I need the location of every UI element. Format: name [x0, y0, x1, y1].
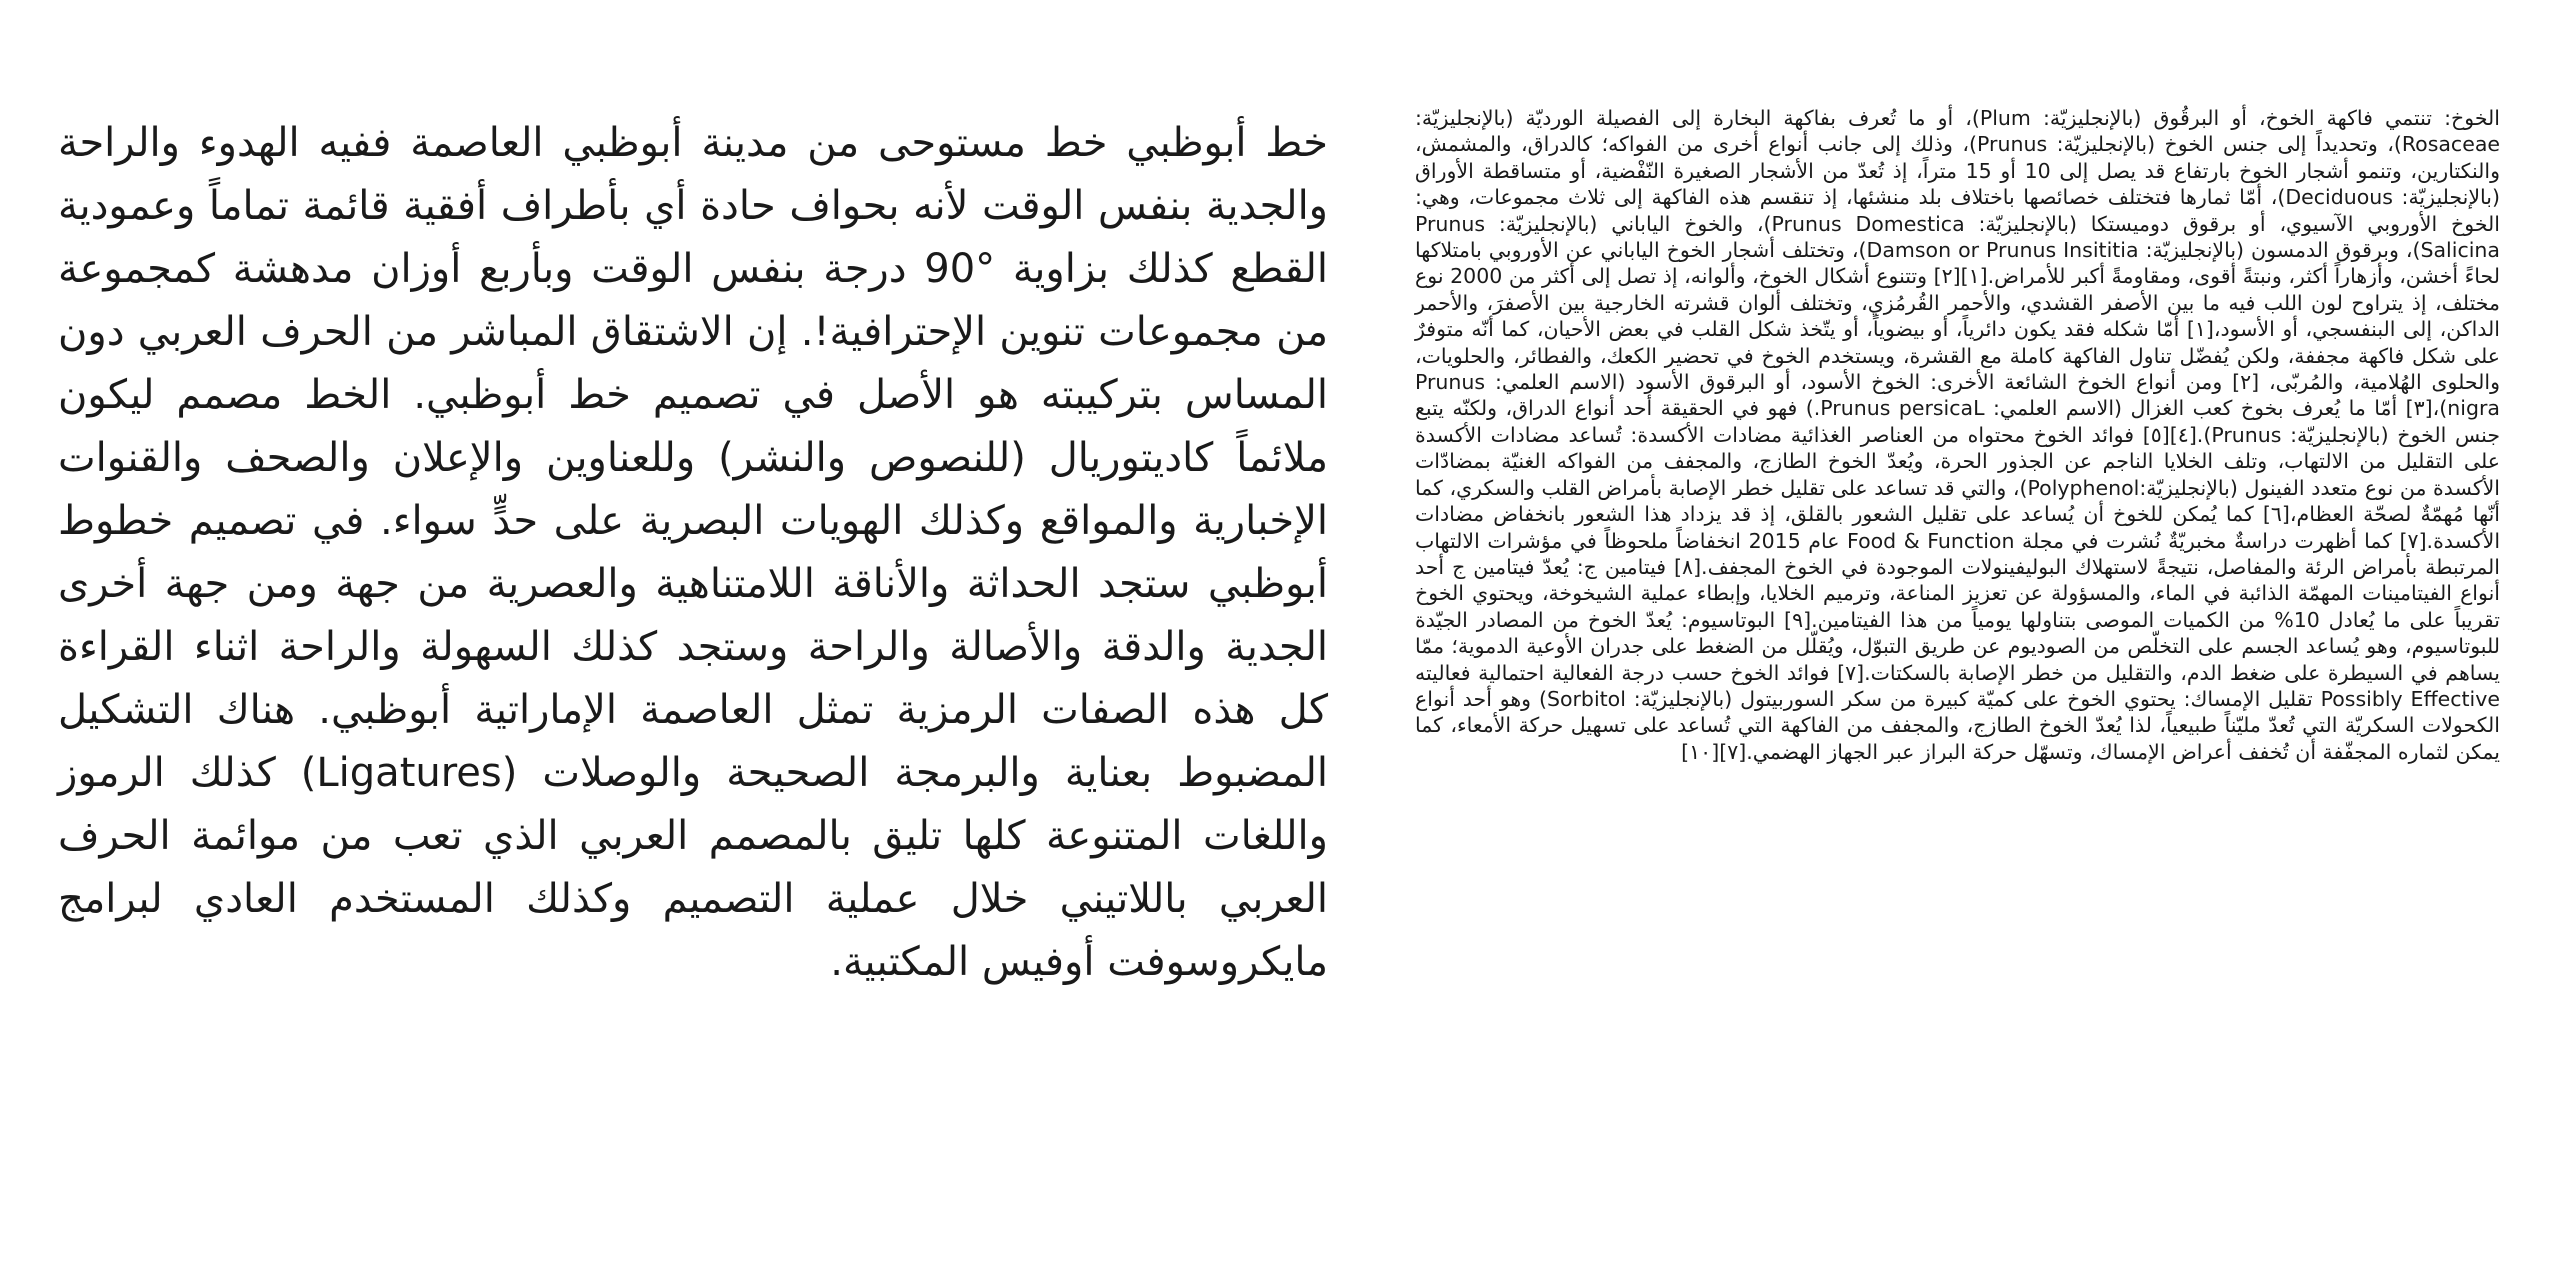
main-paragraph: خط أبوظبي خط مستوحى من مدينة أبوظبي العاصمة ففيه الهدوء والراحة والجدية بنفس الوقت لأنه بحواف حادة أي بأطراف أفقية قائمة تماماً وعمودية القطع كذلك بزاوية °90 درجة بنفس الوقت وبأربع أوزان مدهشة كمجموعة من مجموعات تنوين الإحترافية!. إن الاشتقاق المباشر من الحرف العربي دون المساس بتركيبته هو الأصل في تصميم خط أبوظبي. الخط مصمم ليكون ملائماً كاديتوريال (للنصوص والنشر) وللعناوين والإعلان والصحف والقنوات الإخبارية والمواقع وكذلك الهويات البصرية على حدٍّ سواء. في تصميم خطوط أبوظبي ستجد الحداثة والأناقة اللامتناهية والعصرية من جهة ومن جهة أخرى الجدية والدقة والأصالة والراحة وستجد كذلك السهولة والراحة اثناء القراءة كل هذه الصفات الرمزية تمثل العاصمة الإماراتية أبوظبي. هناك التشكيل المضبوط بعناية والبرمجة الصحيحة والوصلات (Ligatures) كذلك الرموز واللغات المتنوعة كلها تليق بالمصمم العربي الذي تعب من موائمة الحرف العربي باللاتيني خلال عملية التصميم وكذلك المستخدم العادي لبرامج مايكروسوفت أوفيس المكتبية.: [58, 120, 1328, 985]
sample-paragraph: الخوخ: تنتمي فاكهة الخوخ، أو البرقُوق (بالإنجليزيّة: Plum)، أو ما تُعرف بفاكهة البخارة إلى الفصيلة الورديّة (بالإنجليزيّة: Rosaceae)، وتحديداً إلى جنس الخوخ (بالإنجليزيّة: Prunus)، وذلك إلى جانب أنواع أخرى من الفواكه؛ كالدراق، والمشمش، والنكتارين، وتنمو أشجار الخوخ بارتفاع قد يصل إلى 10 أو 15 متراً، إذ تُعدّ من الأشجار الصغيرة النّفْضية، أو متساقطة الأوراق (بالإنجليزيّة: Deciduous)، أمّا ثمارها فتختلف خصائصها باختلاف بلد منشئها، إذ تنقسم هذه الفاكهة إلى ثلاث مجموعات، وهي: الخوخ الأوروبي الآسيوي، أو برقوق دوميستكا (بالإنجليزيّة: Prunus Domestica)، والخوخ الياباني (بالإنجليزيّة: Prunus Salicina)، وبرقوق الدمسون (بالإنجليزيّة: Damson or Prunus Insititia)، وتختلف أشجار الخوخ الياباني عن الأوروبي بامتلاكها لحاءً أخشن، وأزهاراً أكثر، ونبتةً أقوى، ومقاومةً أكبر للأمراض.[١][٢] وتتنوع أشكال الخوخ، وألوانه، إذ تصل إلى أكثر من 2000 نوع مختلف، إذ يتراوح لون اللب فيه ما بين الأصفر القشدي، والأحمر القُرمُزي، وتختلف ألوان قشرته الخارجية بين الأصفرَ، والأحمر الداكن، إلى البنفسجي، أو الأسود،[١] أمّا شكله فقد يكون دائرياً، أو بيضوياً، أو يتّخذ شكل القلب في بعض الأحيان، كما أنّه متوفرٌ على شكل فاكهة مجففة، ولكن يُفضّل تناول الفاكهة كاملة مع القشرة، ويستخدم الخوخ في تحضير الكعك، والفطائر، والحلويات، والحلوى الهُلامية، والمُربّى، [٢] ومن أنواع الخوخ الشائعة الأخرى: الخوخ الأسود، أو البرقوق الأسود (الاسم العلمي: Prunus nigra)،[٣] أمّا ما يُعرف بخوخ كعب الغزال (الاسم العلمي: Prunus persicaL.) فهو في الحقيقة أحد أنواع الدراق، ولكنّه يتبع جنس الخوخ (بالإنجليزيّة: Prunus).[٤][٥] فوائد الخوخ محتواه من العناصر الغذائية مضادات الأكسدة: تُساعد مضادات الأكسدة على التقليل من الالتهاب، وتلف الخلايا الناجم عن الجذور الحرة، ويُعدّ الخوخ الطازج، والمجفف من الفواكه الغنيّة بمضادّات الأكسدة من نوع متعدد الفينول (بالإنجليزيّة:Polyphenol)، والتي قد تساعد على تقليل خطر الإصابة بأمراض القلب والسكري، كما أنّها مُهمّةٌ لصحّة العظام،[٦] كما يُمكن للخوخ أن يُساعد على تقليل الشعور بالقلق، إذ قد يزداد هذا الشعور بانخفاض مضادات الأكسدة.[٧] كما أظهرت دراسةٌ مخبريّةٌ نُشرت في مجلة Food & Function عام 2015 انخفاضاً ملحوظاً في مؤشرات الالتهاب المرتبطة بأمراض الرئة والمفاصل، نتيجةً لاستهلاك البوليفينولات الموجودة في الخوخ المجفف.[٨] فيتامين ج: يُعدّ فيتامين ج أحد أنواع الفيتامينات المهمّة الذائبة في الماء، والمسؤولة عن تعزيز المناعة، وترميم الخلايا، وإبطاء عملية الشيخوخة، ويحتوي الخوخ تقريباً على ما يُعادل 10% من الكميات الموصى بتناولها يومياً من هذا الفيتامين.[٩] البوتاسيوم: يُعدّ الخوخ من المصادر الجيّدة للبوتاسيوم، وهو يُساعد الجسم على التخلّص من الصوديوم عن طريق التبوّل، ويُقلّل من الضغط على جدران الأوعية الدموية؛ ممّا يساهم في السيطرة على ضغط الدم، والتقليل من خطر الإصابة بالسكتات.[٧] فوائد الخوخ حسب درجة الفعالية احتمالية فعاليته Possibly Effective تقليل الإمساك: يحتوي الخوخ على كميّة كبيرة من سكر السوربيتول (بالإنجليزيّة: Sorbitol) وهو أحد أنواع الكحولات السكريّة التي تُعدّ مليّناً طبيعياً، لذا يُعدّ الخوخ الطازج، والمجفف من الفاكهة التي تُساعد على تسهيل حركة الأمعاء، كما يمكن لثماره المجفّفة أن تُخفف أعراض الإمساك، وتسهّل حركة البراز عبر الجهاز الهضمي.[٧][١٠]: [1415, 106, 2501, 764]
